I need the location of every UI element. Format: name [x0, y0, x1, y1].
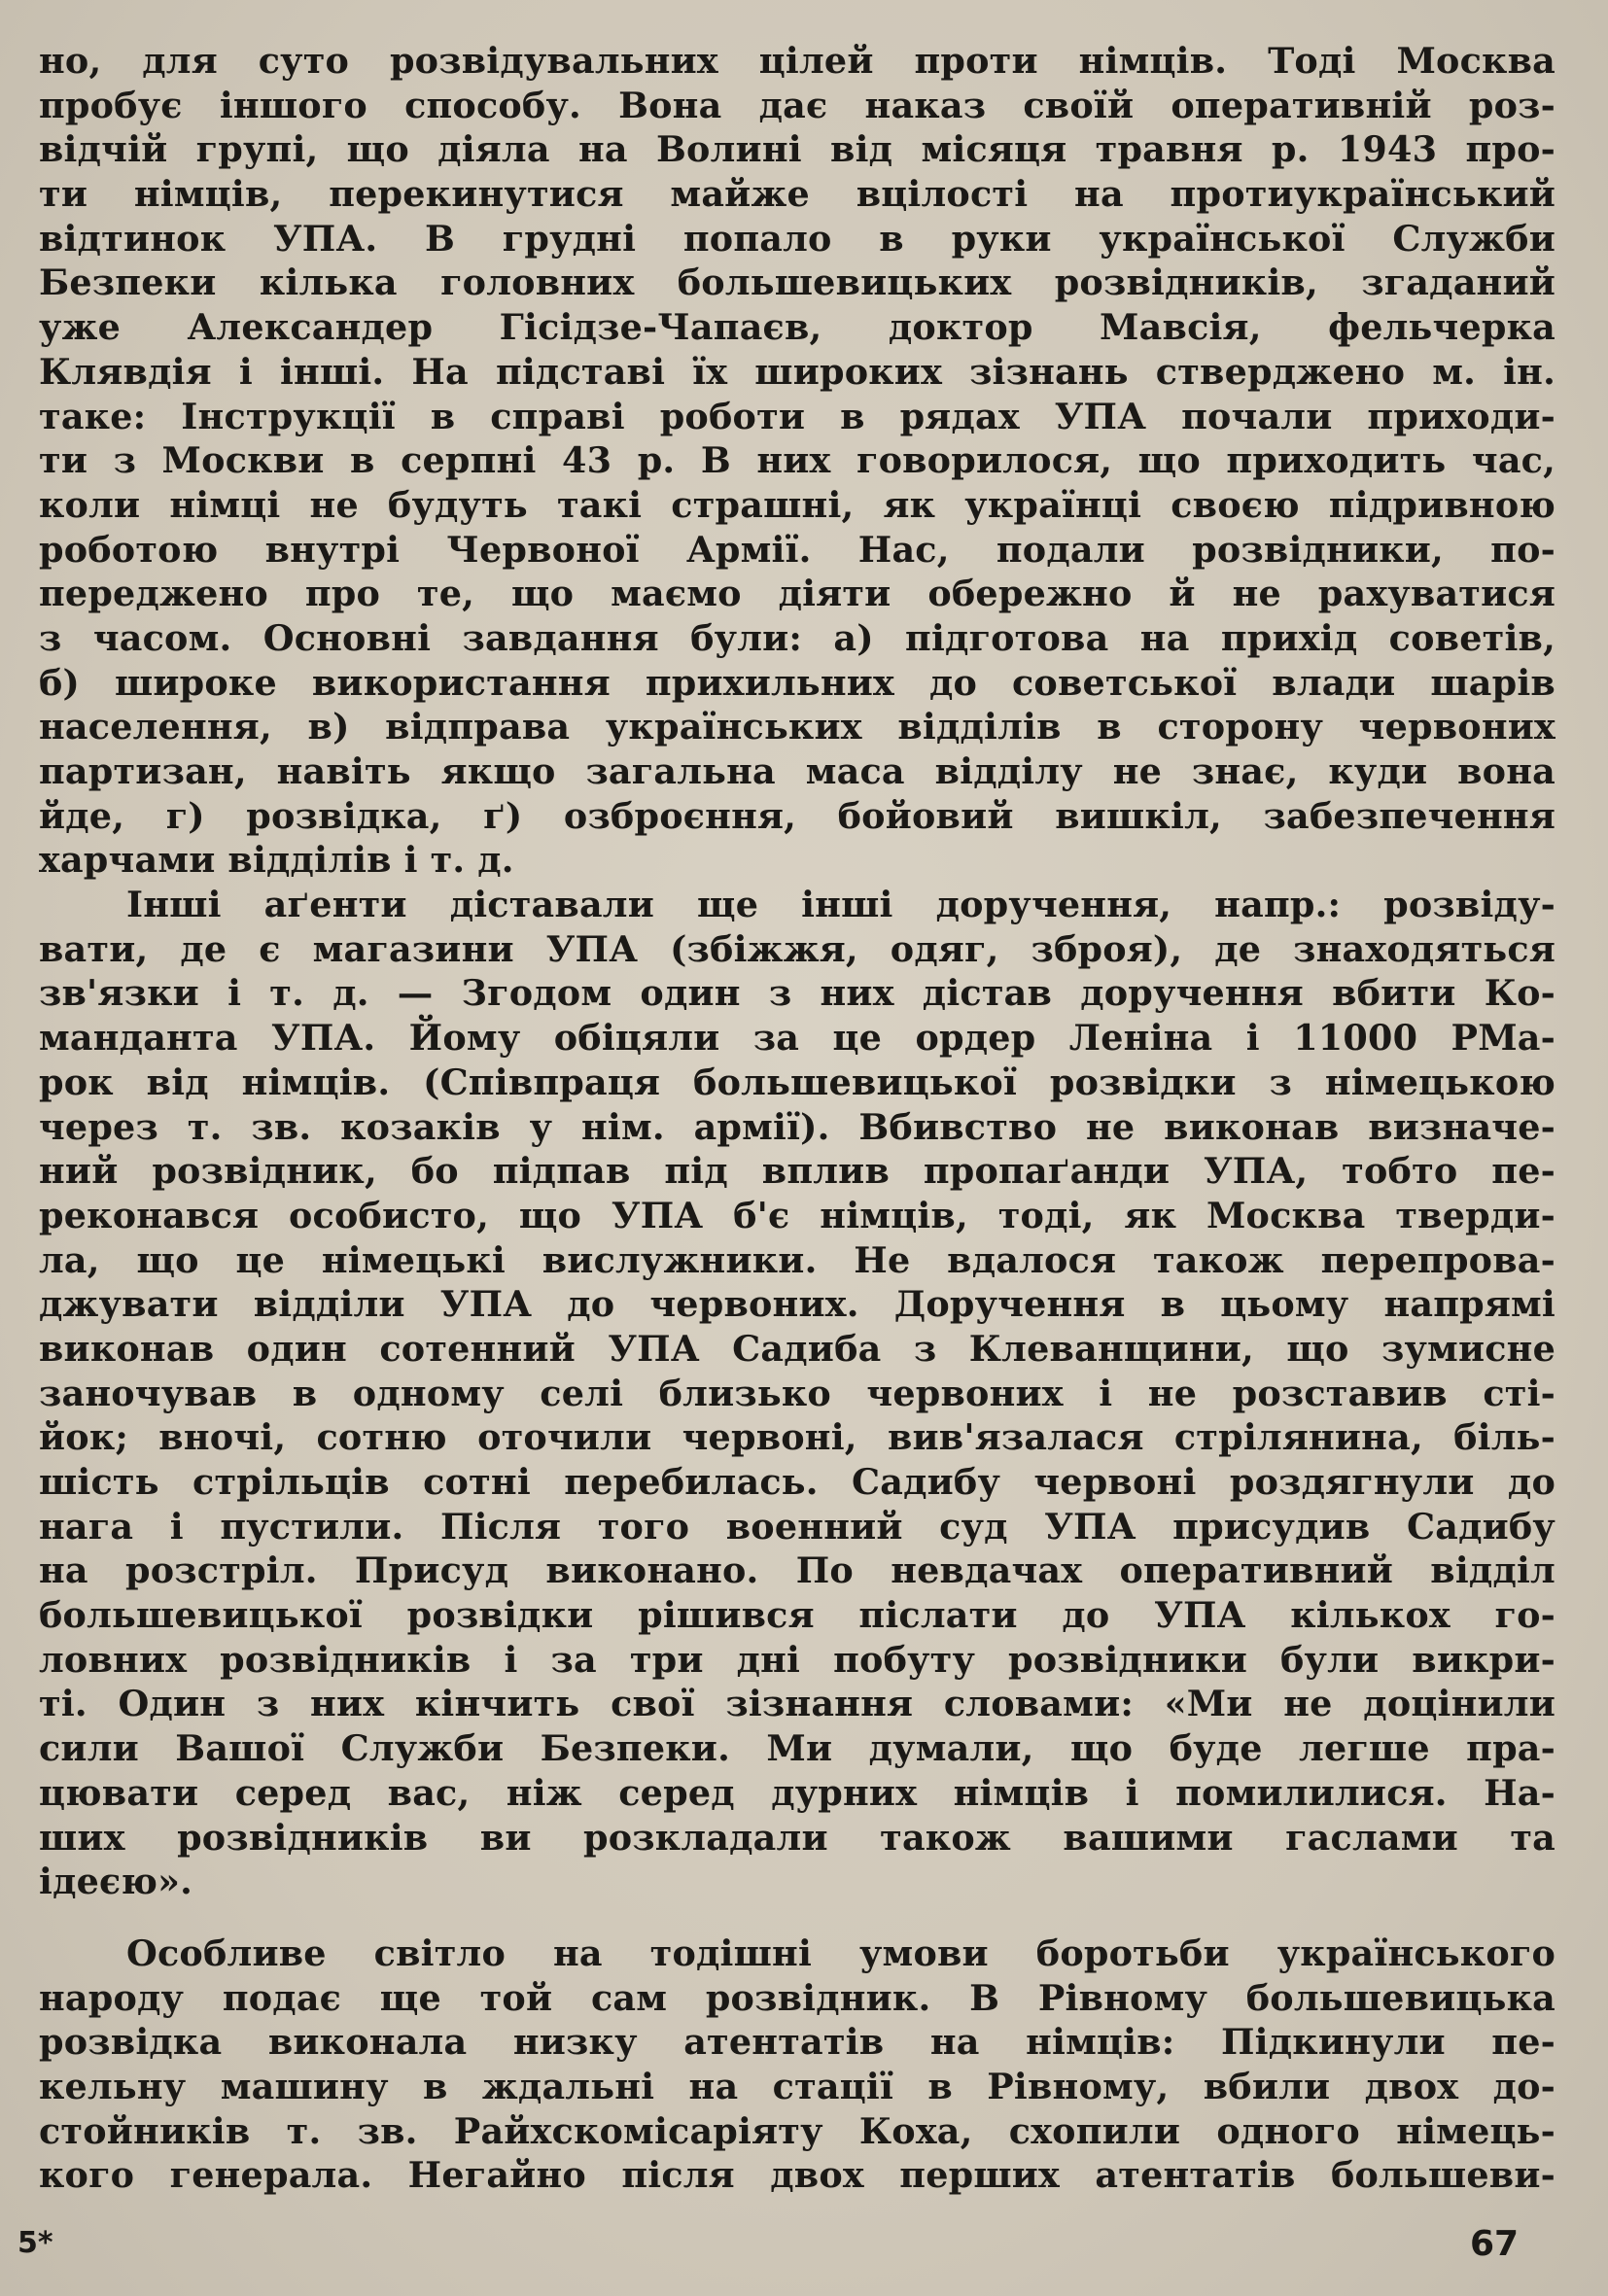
text-line: Особливе світло на тодішні умови боротьби українського [126, 1931, 1556, 1974]
text-line: ла, що це німецькі вислужники. Не вдалося також перепрова- [39, 1238, 1556, 1281]
text-line: Інші аґенти діставали ще інші доручення, напр.: розвіду- [126, 884, 1556, 926]
text-line: кельну машину в ждальні на стації в Рівному, вбили двох до- [39, 2065, 1556, 2107]
text-line: рок від німців. (Співпраця большевицької розвідки з німецькою [39, 1061, 1556, 1103]
text-block [39, 39, 1556, 2198]
text-line: відтинок УПА. В грудні попало в руки української Служби [39, 217, 1556, 260]
paragraph-1 [39, 39, 1556, 883]
page-number: 67 [1470, 2224, 1520, 2264]
text-line: відчій групі, що діяла на Волині від місяця травня р. 1943 про- [39, 128, 1556, 171]
text-line: йде, г) розвідка, ґ) озброєння, бойовий вишкіл, забезпечення [39, 794, 1556, 837]
text-line: коли німці не будуть такі страшні, як українці своєю підривною [39, 483, 1556, 526]
text-line: зв'язки і т. д. — Згодом один з них дістав доручення вбити Ко- [39, 972, 1556, 1015]
text-line: кого генерала. Негайно після двох перших атентатів большеви- [39, 2154, 1556, 2197]
text-line: уже Александер Гісідзе-Чапаєв, доктор Мавсія, фельчерка [39, 306, 1556, 349]
text-line: манданта УПА. Йому обіцяли за це ордер Леніна і 11000 РМа- [39, 1017, 1556, 1060]
text-line: через т. зв. козаків у нім. армії). Вбивство не виконав визначе- [39, 1105, 1556, 1148]
text-line: ті. Один з них кінчить свої зізнання словами: «Ми не доцінили [39, 1683, 1556, 1725]
text-line: вати, де є магазини УПА (збіжжя, одяг, зброя), де знаходяться [39, 927, 1556, 970]
text-line: переджено про те, що маємо діяти обережно й не рахуватися [39, 573, 1556, 615]
text-line: Клявдія і інші. На підставі їх широких зізнань стверджено м. ін. [39, 350, 1556, 393]
text-line: харчами відділів і т. д. [39, 839, 514, 882]
text-line: пробує іншого способу. Вона дає наказ своїй оперативній роз- [39, 84, 1556, 126]
text-line: з часом. Основні завдання були: а) підготова на прихід советів, [39, 616, 1556, 659]
text-line: но, для суто розвідувальних цілей проти німців. Тоді Москва [39, 40, 1556, 82]
text-line: нага і пустили. Після того военний суд УПА присудив Садибу [39, 1505, 1556, 1548]
text-line: роботою внутрі Червоної Армії. Нас, подали розвідники, по- [39, 528, 1556, 571]
text-line: цювати серед вас, ніж серед дурних німців і помилилися. На- [39, 1771, 1556, 1814]
paragraph-3 [39, 1931, 1556, 2198]
text-line: сили Вашої Служби Безпеки. Ми думали, що буде легше пра- [39, 1727, 1556, 1770]
text-line: на розстріл. Присуд виконано. По невдачах оперативний відділ [39, 1549, 1556, 1592]
text-line: б) широке використання прихильних до советської влади шарів [39, 661, 1556, 704]
text-line: реконався особисто, що УПА б'є німців, тоді, як Москва тверди- [39, 1194, 1556, 1236]
text-line: ти з Москви в серпні 43 р. В них говорилося, що приходить час, [39, 439, 1556, 482]
text-line: народу подає ще той сам розвідник. В Рівному большевицька [39, 1976, 1556, 2019]
text-line: розвідка виконала низку атентатів на німців: Підкинули пе- [39, 2021, 1556, 2064]
text-line: партизан, навіть якщо загальна маса відділу не знає, куди вона [39, 750, 1556, 792]
text-line: ідеєю». [39, 1861, 192, 1903]
text-line: ловних розвідників і за три дні побуту розвідники були викри- [39, 1638, 1556, 1681]
text-line: населення, в) відправа українських відділів в сторону червоних [39, 706, 1556, 748]
text-line: ших розвідників ви розкладали також вашими гаслами та [39, 1816, 1556, 1859]
signature-mark: 5* [17, 2226, 53, 2260]
paragraph-2 [39, 883, 1556, 1904]
text-line: йок; вночі, сотню оточили червоні, вив'язалася стрілянина, біль- [39, 1416, 1556, 1459]
text-line: шість стрільців сотні перебилась. Садибу червоні роздягнули до [39, 1461, 1556, 1503]
text-line: ний розвідник, бо підпав під вплив пропаґанди УПА, тобто пе- [39, 1150, 1556, 1193]
text-line: ти німців, перекинутися майже вцілості на протиукраїнський [39, 173, 1556, 216]
text-line: стойників т. зв. Райхскомісаріяту Коха, схопили одного німець- [39, 2109, 1556, 2152]
text-line: виконав один сотенний УПА Садиба з Клеванщини, що зумисне [39, 1327, 1556, 1370]
text-line: джувати відділи УПА до червоних. Доручення в цьому напрямі [39, 1283, 1556, 1326]
text-line: таке: Інструкції в справі роботи в рядах УПА почали приходи- [39, 395, 1556, 437]
text-line: большевицької розвідки рішився післати до УПА кількох го- [39, 1594, 1556, 1637]
text-line: заночував в одному селі близько червоних і не розставив сті- [39, 1372, 1556, 1414]
text-line: Безпеки кілька головних большевицьких розвідників, згаданий [39, 261, 1556, 304]
